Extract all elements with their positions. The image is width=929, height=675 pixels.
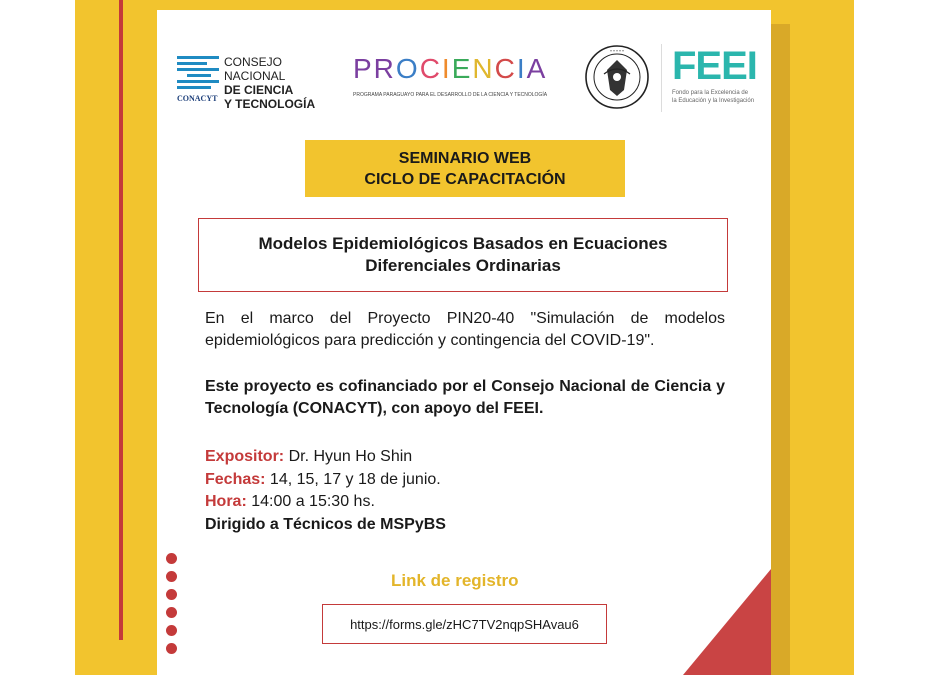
prociencia-subtitle: PROGRAMA PARAGUAYO PARA EL DESARROLLO DE LA CIENCIA Y TECNOLOGÍA [353, 92, 548, 98]
event-info [205, 446, 446, 536]
seminar-title: Modelos Epidemiológicos Basados en Ecuaciones Diferenciales Ordinarias [258, 234, 668, 275]
conacyt-line1: CONSEJO NACIONAL [224, 55, 286, 83]
logo-divider [661, 44, 662, 112]
feei-logo [672, 45, 762, 110]
prociencia-title: PROCIENCIA [353, 53, 548, 84]
registration-link[interactable]: https://forms.gle/zHC7TV2nqpSHAvau6 [322, 604, 607, 644]
feei-title: FEEI [672, 44, 757, 88]
atom-o-icon: O [395, 53, 420, 84]
dot [166, 625, 177, 636]
conacyt-line2: DE CIENCIA [224, 83, 294, 97]
conacyt-short-label: CONACYT [177, 94, 218, 103]
seminar-line1: SEMINARIO WEB [398, 149, 532, 167]
registration-title: Link de registro [391, 571, 519, 590]
hora-line: Hora: 14:00 a 15:30 hs. [205, 493, 375, 510]
conacyt-logo [177, 54, 342, 111]
feei-subtitle: Fondo para la Excelencia de la Educación y la Investigación [672, 90, 755, 104]
decorative-dots [166, 553, 182, 661]
university-seal-icon [584, 40, 650, 114]
svg-text:* * * * *: * * * * * [610, 49, 624, 54]
dot [166, 553, 177, 564]
dirigido-line: Dirigido a Técnicos de MSPyBS [205, 515, 446, 533]
dot [166, 571, 177, 582]
red-vertical-line [119, 0, 123, 640]
seminar-title-box [198, 218, 728, 292]
seminar-banner [305, 140, 625, 197]
conacyt-line3: Y TECNOLOGÍA [224, 97, 316, 111]
red-corner-triangle [683, 569, 771, 675]
fechas-line: Fechas: 14, 15, 17 y 18 de junio. [205, 470, 441, 488]
dot [166, 589, 177, 600]
conacyt-name [224, 55, 342, 111]
dot [166, 643, 177, 654]
seminar-line2: CICLO DE CAPACITACIÓN [364, 170, 566, 188]
funding-paragraph: Este proyecto es cofinanciado por el Consejo Nacional de Ciencia y Tecnología (CONACYT), con apoyo del FEEI. [205, 378, 725, 417]
dot [166, 607, 177, 618]
expositor-line: Expositor: Dr. Hyun Ho Shin [205, 448, 413, 465]
prociencia-logo [353, 52, 563, 112]
project-paragraph: En el marco del Proyecto PIN20-40 "Simulación de modelos epidemiológicos para predicción y contingencia del COVID-19". [205, 310, 725, 349]
